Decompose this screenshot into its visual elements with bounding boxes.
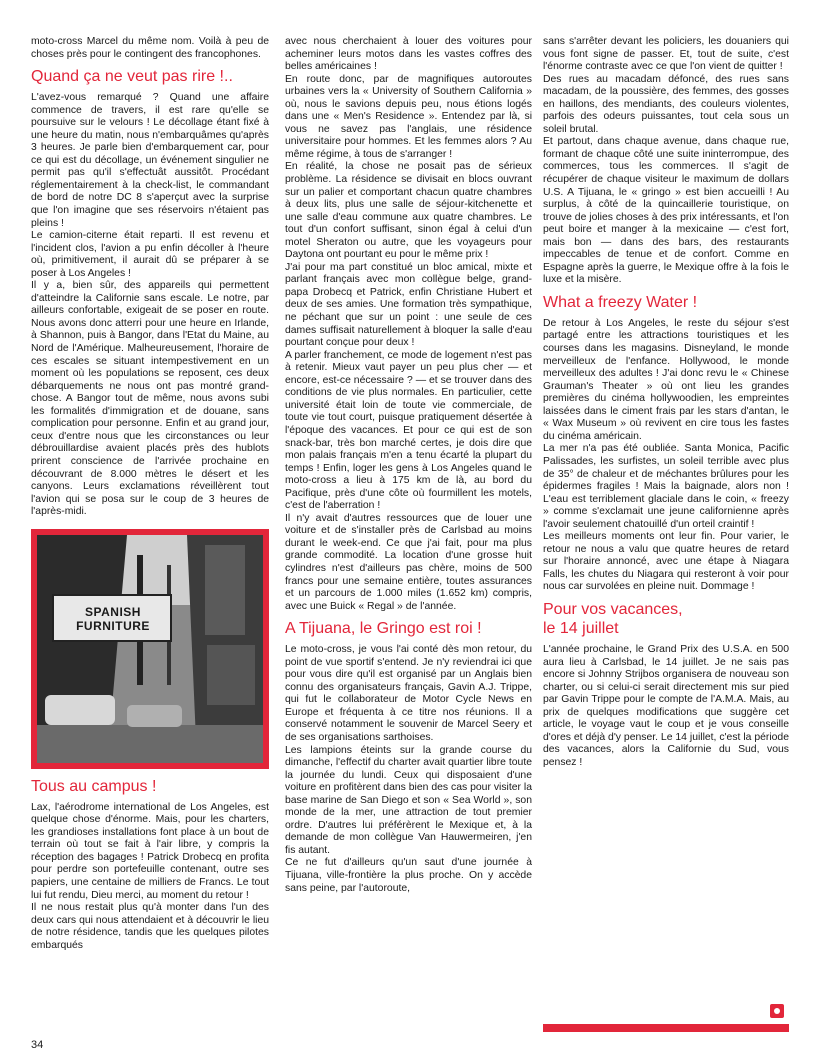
paragraph: Les meilleurs moments ont leur fin. Pour varier, le retour ne nous a valu que quatre heures de retard sur l'horaire annoncé, avec une étape à Niagara Falls, les chutes du Niagara qui resteront à voir pour nous car survolées en pleine nuit. Dommage !	[543, 531, 789, 593]
paragraph: Le moto-cross, je vous l'ai conté dès mon retour, du point de vue sportif s'entend. Je n'y reviendrai ici que pour vous dire qu'il est organisé par un Anglais bien connu des organisateurs français, Gavin A.J. Trippe, qui fut le collaborateur de Motor Cycle News en Europe et fréquenta à ce titre nos réunions. Il a conservé notamment le souvenir de Marcel Seery et de ses organisations sarthoises.	[285, 644, 532, 743]
paragraph: L'année prochaine, le Grand Prix des U.S.A. en 500 aura lieu à Carlsbad, le 14 juillet. Je ne sais pas encore si Johnny Strijbos organisera de nouveau son charter, ou si celui-ci serait directement mis sur pied par Gavin Trippe pour le compte de l'A.M.A. Mais, au prix de quelques modifications que suggère cet article, le voyage vaut le coup et je vous conseille d'ores et déjà d'y penser. Le 14 juillet, c'est la période des vacances, alors la Californie du Sud, vous pensez !	[543, 643, 789, 768]
paragraph: Ce ne fut d'ailleurs qu'un saut d'une journée à Tijuana, ville-frontière la plus proche. On y accède sans peine, par l'autoroute,	[285, 857, 532, 894]
street-photo	[31, 529, 269, 769]
heading-line: le 14 juillet	[543, 619, 619, 637]
section-heading: A Tijuana, le Gringo est roi !	[285, 620, 482, 638]
paragraph: J'ai pour ma part constitué un bloc amical, mixte et parlant français avec mon collègue belge, grand-papa Drobecq et Patrick, enfin Christiane Hubert et deux de ses amies. Une formation très sympathique, ne péchant que sur un point : une seule de ces dames suffisait naturellement à bloquer la salle d'eau pourtant conçue pour deux !	[285, 261, 532, 349]
photo-sign	[63, 605, 163, 633]
paragraph: Lax, l'aérodrome international de Los Angeles, est quelque chose d'énorme. Mais, pour les charters, les grandioses installations font place à un bout de terrain où tout se fait à l'air libre, y compris la réception des bagages ! Patrick Drobecq en profita pour perdre son portefeuille contenant, outre ses papiers, une centaine de milliers de Francs. Le tout lui fut rendu, Dieu merci, au moment du retour !	[31, 801, 269, 901]
street-scene-image	[37, 535, 263, 763]
paragraph: Des rues au macadam défoncé, des rues sans macadam, de la poussière, des femmes, des gosses en haillons, des mendiants, des couleurs violentes, parfois des odeurs puissantes, tout cela sous un soleil brutal.	[543, 73, 789, 135]
paragraph: Les lampions éteints sur la grande course du dimanche, l'effectif du charter avait quartier libre toute la journée du lundi. Ceux qui disposaient d'une voiture en profitèrent dans bien des cas pour visiter la base marine de San Diego et son « Sea World », son monde de la mer, une attraction de tout premier ordre. D'autres lui préférèrent le Mexique et, à la demande de mon collègue Van Hauwermeiren, j'en fis autant.	[285, 744, 532, 856]
paragraph: Et partout, dans chaque avenue, dans chaque rue, formant de chaque côté une suite ininterrompue, des commerces, tous les commerces. Il s'agit de récupérer de chaque visiteur le maximum de dollars U.S. A Tijuana, le « gringo » est bien accueilli ! Au surplus, à côté de la quincaillerie touristique, on trouve de jolies choses à des prix intéressants, et l'on peut boire et manger à la mexicaine — c'est fort, mais bon — dans des bars, des restaurants impeccables de tenue et de confort. Comme en Espagne après la guerre, le Mexique offre à la fois le luxe et la misère.	[543, 136, 789, 286]
paragraph: En réalité, la chose ne posait pas de sérieux problème. La résidence se divisait en blocs ouvrant sur un palier et comportant chacun quatre chambres à deux lits, plus une salle de séjour-kitchenette et une salle d'eau commune aux quatre chambres. Le tout d'un confort suffisant, sinon égal à celui d'un motel Sheraton ou autre, que les voyageurs pour Daytona ont pourtant eu pour le même prix !	[285, 161, 532, 261]
magazine-logo-icon	[770, 1004, 784, 1018]
sign-line: SPANISH	[85, 604, 141, 619]
section-heading	[543, 600, 789, 638]
page-number: 34	[31, 1039, 44, 1051]
paragraph: En route donc, par de magnifiques autoroutes urbaines vers la « University of Southern California » où, nous le savions depuis peu, nous étions logés dans une « Men's Residence ». Entendez par là, si vous ne savez pas l'anglais, une résidence universitaire pour hommes. Et les femmes alors ? Au même régime, à tous de s'arranger !	[285, 73, 532, 160]
heading-line: Pour vos vacances,	[543, 600, 683, 618]
paragraph: Il n'y avait d'autres ressources que de louer une voiture et de s'installer près de Carlsbad au moins durant le week-end. Ce que j'ai fait, pour ma plus grande commodité. La location d'une grosse huit cylindres n'est d'ailleurs pas chère, moins de 500 francs pour une semaine entière, toutes assurances et un parcours de 1.000 miles (1.652 km) compris, avec une Buick « Regal » de l'année.	[285, 512, 532, 612]
paragraph: Il y a, bien sûr, des appareils qui permettent d'atteindre la Californie sans escale. Le notre, par ailleurs confortable, exigeait de se poser en route. Nous avons donc atterri pour une heure en Irlande, à Shannon, puis à Bangor, dans l'Etat du Maine, au Nord de l'Amérique. Malheureusement, l'horaire de ces escales se situant intempestivement en un moment où les populations se reposent, ces deux débarquements ne nous ont pas montré grand-chose. A Bangor tout de même, nous avons subi les formalités d'immigration et de douane, sans complication pour personne. Enfin et au grand jour, ceux d'entre nous que les circonstances ou leur débrouillardise avaient placés près des hublots prirent conscience de l'arrivée prochaine en découvrant de 8.000 mètres le désert et les canyons. Leurs exclamations réveillèrent tout l'avion qui se posa sur le coup de 3 heures de l'après-midi.	[31, 280, 269, 518]
section-heading: Quand ça ne veut pas rire !..	[31, 68, 233, 86]
paragraph: avec nous cherchaient à louer des voitures pour acheminer leurs motos dans les vastes coffres des belles américaines !	[285, 36, 532, 73]
footer-accent-bar	[543, 1024, 789, 1032]
paragraph: De retour à Los Angeles, le reste du séjour s'est partagé entre les attractions touristiques et les courses dans les magasins. Disneyland, le monde merveilleux de l'enfance. Hollywood, le monde merveilleux des adultes ! J'ai donc revu le « Chinese Grauman's Theater » où ont lieu les grandes premières du cinéma hollywoodien, les empreintes laissées dans le ciment frais par les stars d'antan, le « Wax Museum » où revivent en cire tous les fastes du cinéma américain.	[543, 317, 789, 442]
paragraph: A parler franchement, ce mode de logement n'est pas à retenir. Mieux vaut payer un peu plus cher — et encore, est-ce nécessaire ? — et se trouver dans des conditions de vie plus normales. En particulier, cette université était loin de toute vie commerciale, de toute vie tout court, puisque pratiquement désertée à l'époque des vacances. Et pour ce qui est de son snack-bar, très bon marché certes, je dois dire que mon palais français m'en a tenu écarté la plupart du temps ! Enfin, loger les gens à Los Angeles quand le moto-cross a lieu à 175 km de là, au bord du Pacifique, près d'une côte où fourmillent les motels, c'est de l'aberration !	[285, 349, 532, 512]
paragraph: L'avez-vous remarqué ? Quand une affaire commence de travers, il est rare qu'elle se poursuive sur le velours ! Le décollage étant fixé à une heure du matin, nous n'embarquâmes qu'après 3 heures. Je parle bien d'embarquement car, pour ce qui est du décollage, un événement singulier ne permit pas qu'il s'effectuât aussitôt. Procédant réglementairement à la check-list, le commandant de bord de notre DC 8 s'aperçut avec la surprise que l'on imagine que ses réservoirs n'étaient pas pleins !	[31, 92, 269, 229]
paragraph: Il ne nous restait plus qu'à monter dans l'un des deux cars qui nous attendaient et à découvrir le lieu de notre résidence, tandis que les quelques pilotes embarqués	[31, 902, 269, 951]
paragraph: Le camion-citerne était reparti. Il est revenu et l'incident clos, l'avion a pu enfin décoller à l'heure où, primitivement, il aurait dû se préparer à se poser à Los Angeles !	[31, 230, 269, 279]
column-3	[543, 36, 789, 769]
column-1	[31, 36, 269, 952]
paragraph: La mer n'a pas été oubliée. Santa Monica, Pacific Palissades, les surfistes, un soleil terrible avec plus de 35° de chaleur et de méchantes brûlures pour les épidermes fragiles ! Mais la baignade, alors non ! L'eau est terriblement glaciale dans le coin, « freezy » comme s'exclamait une jeune californienne après l'avoir seulement chatouillé d'un orteil craintif !	[543, 443, 789, 530]
paragraph: sans s'arrêter devant les policiers, les douaniers qui vous font signe de passer. Et, tout de suite, c'est l'énorme contraste avec ce que l'on vient de quitter !	[543, 36, 789, 73]
sign-line: FURNITURE	[76, 618, 150, 633]
section-heading: What a freezy Water !	[543, 293, 698, 311]
column-2	[285, 36, 532, 895]
section-heading: Tous au campus !	[31, 777, 157, 795]
paragraph: moto-cross Marcel du même nom. Voilà à peu de choses près pour le contingent des francophones.	[31, 36, 269, 60]
